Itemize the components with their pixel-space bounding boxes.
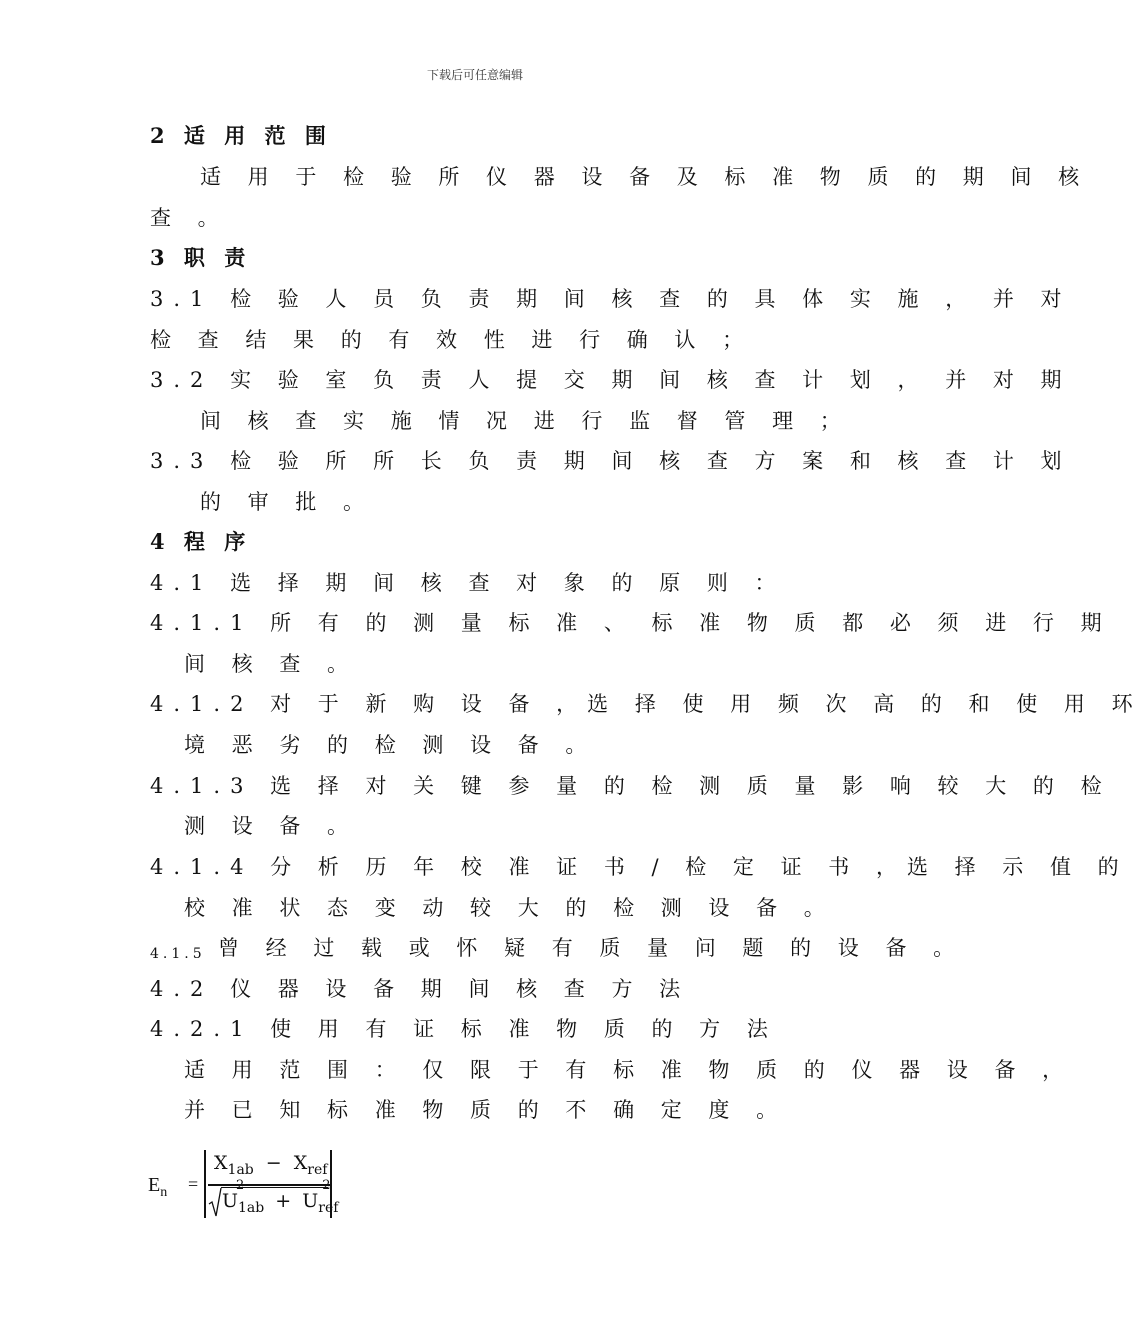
duty-3-1-line2: 检 查 结 果 的 有 效 性 进 行 确 认 ； — [150, 328, 754, 352]
procedure-4-1-3-line2: 测 设 备 。 — [184, 814, 359, 838]
procedure-4-2-1-scope-line1: 适 用 范 围 ： 仅 限 于 有 标 准 物 质 的 仪 器 设 备 ， — [184, 1058, 1074, 1082]
procedure-4-2: 4.2 仪 器 设 备 期 间 核 查 方 法 — [150, 977, 691, 1001]
formula-denominator: U 2 $_{1ab}$ + U 2 $_{ref}$ — [222, 1178, 339, 1216]
duty-3-2-line2: 间 核 查 实 施 情 况 进 行 监 督 管 理 ； — [200, 409, 851, 433]
procedure-4-2-1: 4.2.1 使 用 有 证 标 准 物 质 的 方 法 — [150, 1017, 778, 1041]
formula-lhs: $E_n$ — [148, 1174, 168, 1200]
sqrt-symbol — [208, 1186, 222, 1220]
procedure-4-1-1-line1: 4.1.1 所 有 的 测 量 标 准 、 标 准 物 质 都 必 须 进 行 期 — [150, 611, 1112, 635]
section-heading-procedure: 4 程 序 — [150, 529, 252, 554]
duty-3-2-line1: 3.2 实 验 室 负 责 人 提 交 期 间 核 查 计 划 ， 并 对 期 — [150, 368, 1072, 392]
formula-fraction — [208, 1150, 339, 1218]
procedure-4-1-5-text: 曾 经 过 载 或 怀 疑 有 质 量 问 题 的 设 备 。 — [218, 936, 965, 960]
paragraph-scope-line1: 适 用 于 检 验 所 仪 器 设 备 及 标 准 物 质 的 期 间 核 — [200, 165, 1090, 189]
procedure-4-1-4-line1: 4.1.4 分 析 历 年 校 准 证 书 / 检 定 证 书 ，选 择 示 值 的 — [150, 855, 1129, 879]
section-heading-scope: 2 适 用 范 围 — [150, 123, 332, 148]
duty-3-1-line1: 3.1 检 验 人 员 负 责 期 间 核 查 的 具 体 实 施 ， 并 对 — [150, 287, 1072, 311]
procedure-4-1-2-line2: 境 恶 劣 的 检 测 设 备 。 — [184, 733, 597, 757]
abs-bar-left — [204, 1150, 206, 1218]
duty-3-3-line1: 3.3 检 验 所 所 长 负 责 期 间 核 查 方 案 和 核 查 计 划 — [150, 449, 1072, 473]
page-header: 下载后可任意编辑 — [426, 68, 523, 82]
procedure-4-2-1-scope-line2: 并 已 知 标 准 物 质 的 不 确 定 度 。 — [184, 1098, 788, 1122]
duty-3-3-line2: 的 审 批 。 — [200, 490, 375, 514]
fraction-line — [208, 1184, 330, 1186]
procedure-4-1-1-line2: 间 核 查 。 — [184, 652, 359, 676]
section-heading-duties: 3 职 责 — [150, 245, 252, 270]
procedure-4-1: 4.1 选 择 期 间 核 查 对 象 的 原 则 ： — [150, 571, 786, 595]
formula-equals: = — [188, 1174, 199, 1194]
procedure-4-1-3-line1: 4.1.3 选 择 对 关 键 参 量 的 检 测 质 量 影 响 较 大 的 检 — [150, 774, 1112, 798]
procedure-4-1-4-line2: 校 准 状 态 变 动 较 大 的 检 测 设 备 。 — [184, 896, 835, 920]
formula-numerator: $X_{1ab} - X_{ref}$ — [214, 1152, 328, 1178]
procedure-4-1-2-line1: 4.1.2 对 于 新 购 设 备 ，选 择 使 用 频 次 高 的 和 使 用 环 — [150, 692, 1143, 716]
paragraph-scope-line2: 查 。 — [150, 206, 229, 230]
procedure-4-1-5-number: 4.1.5 — [150, 946, 206, 962]
